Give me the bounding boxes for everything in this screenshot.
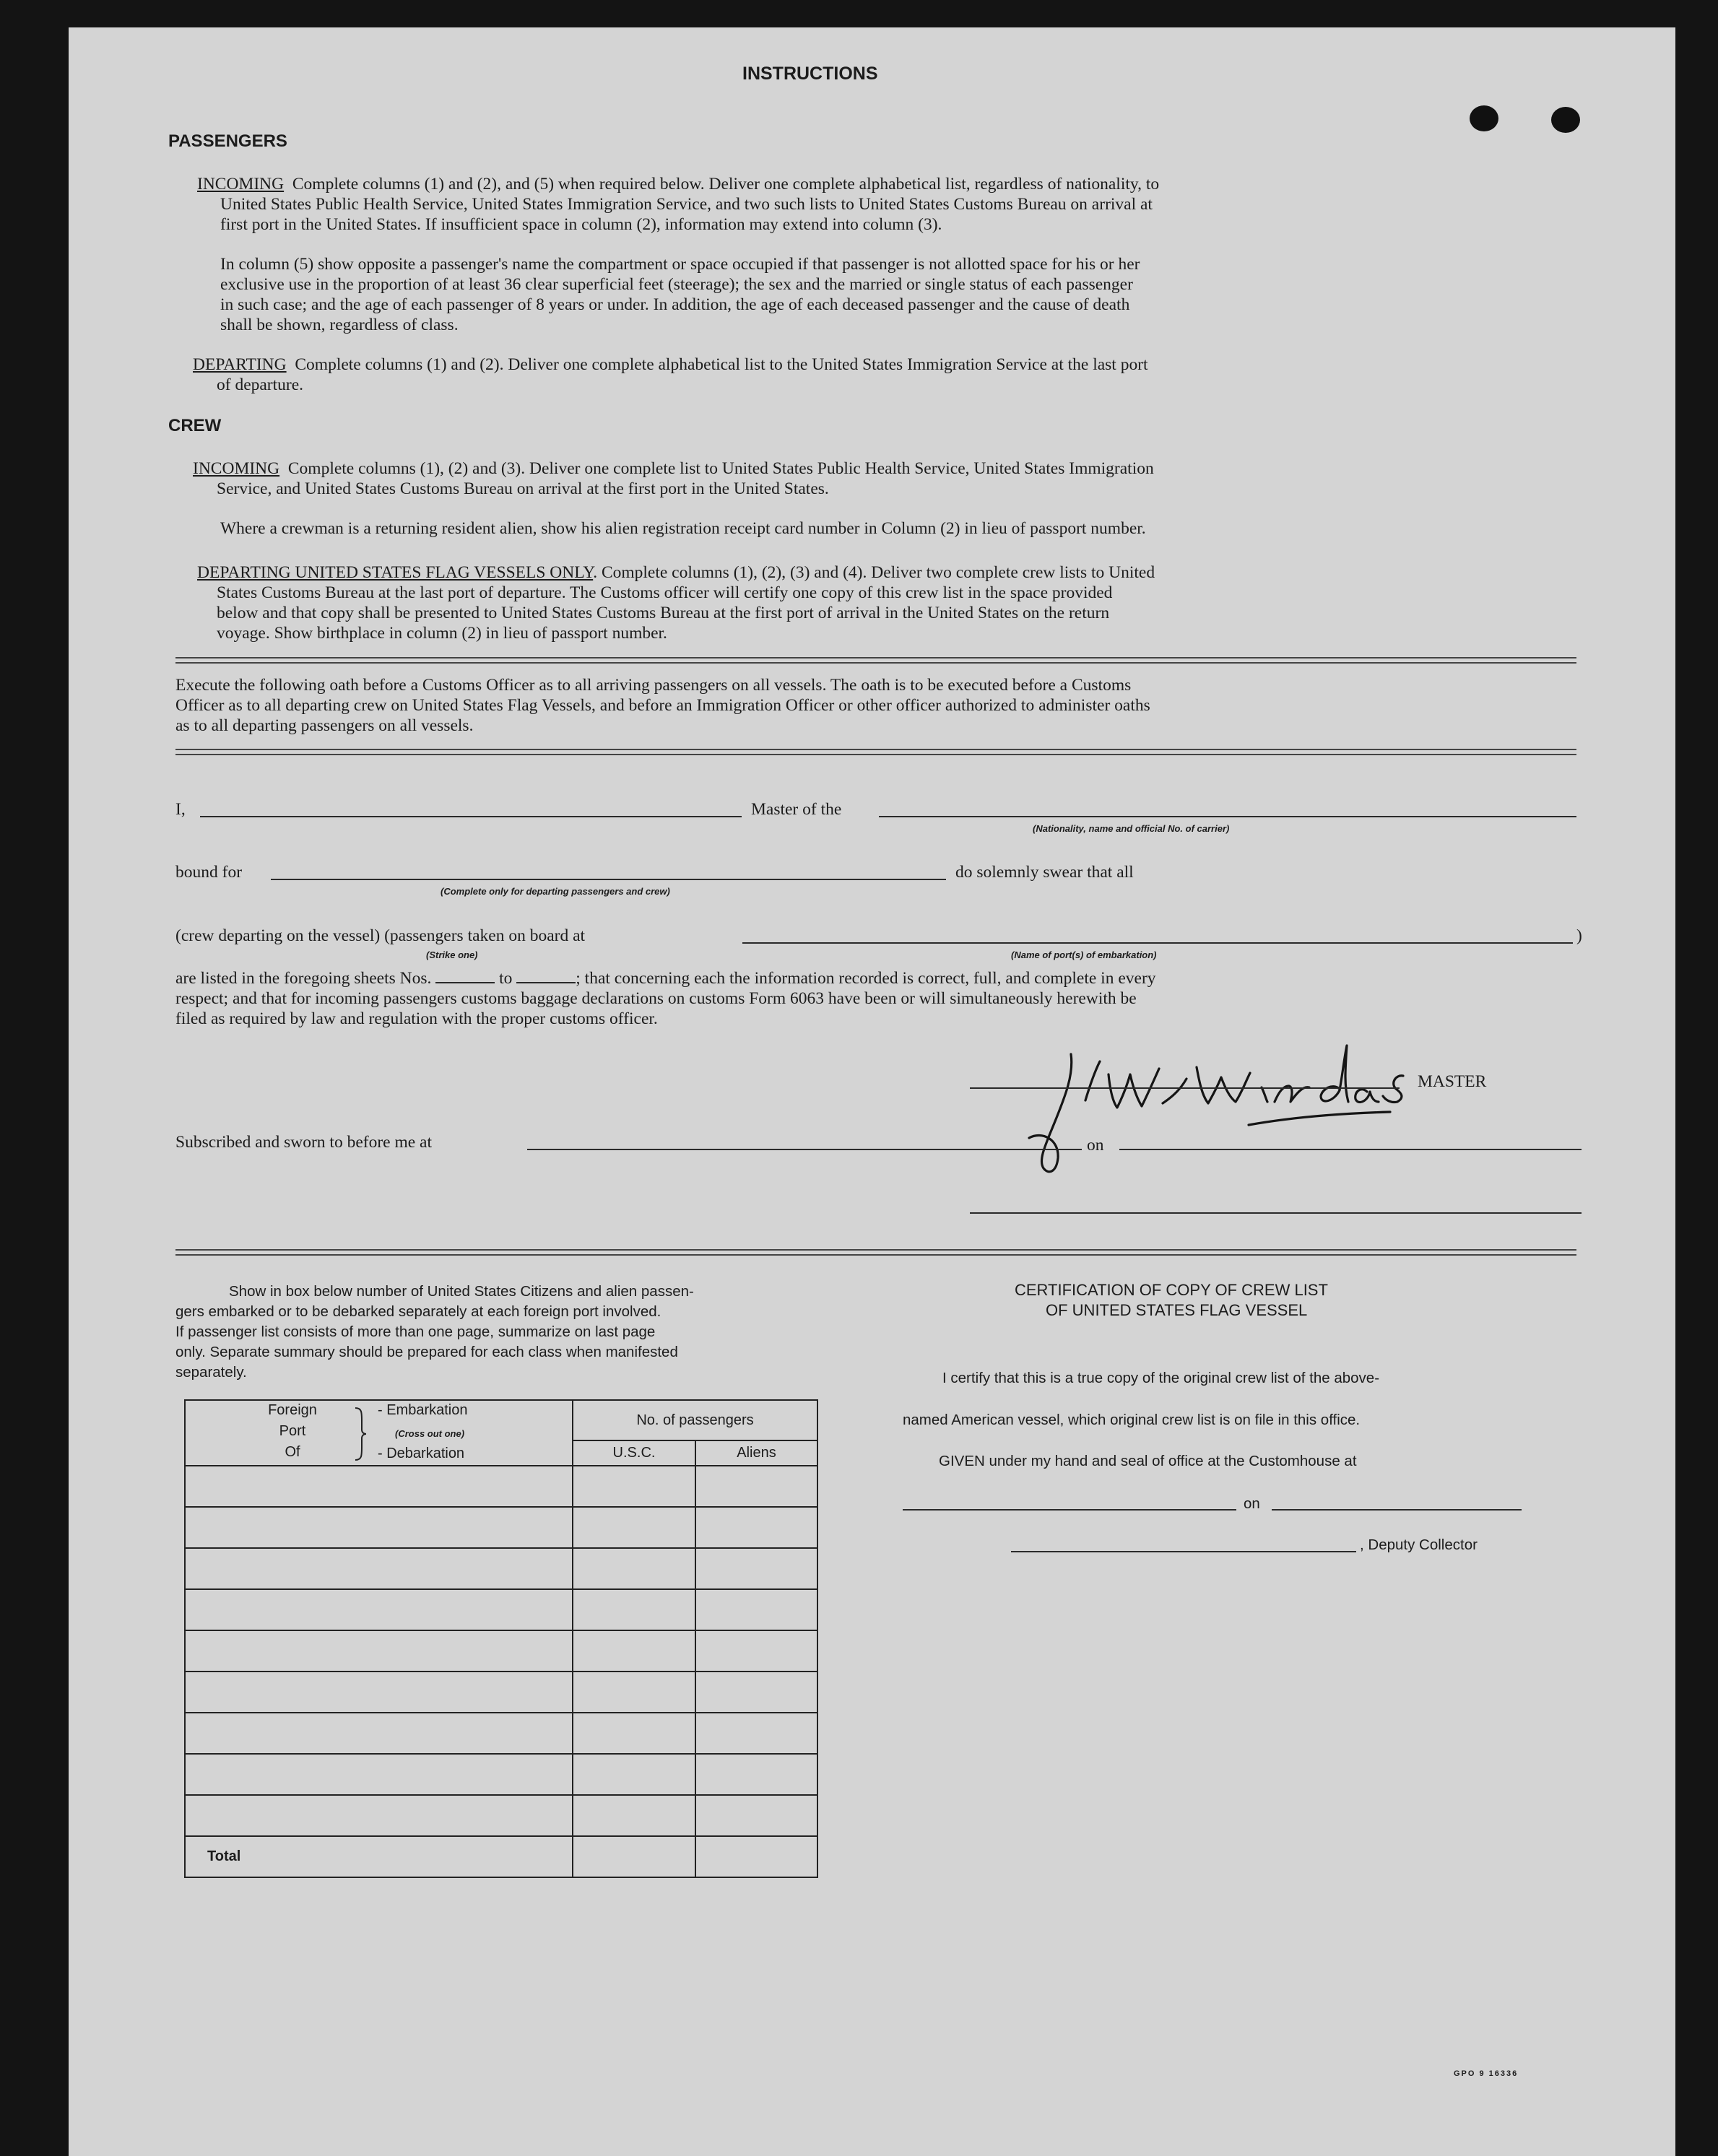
listed-line: are listed in the foregoing sheets Nos. to ; that concerning each the information recorded is correct, full, and complete in every xyxy=(175,969,1156,988)
summary-instruction-line: Show in box below number of United States Citizens and alien passen- xyxy=(229,1283,694,1300)
oath-i-label: I, xyxy=(175,800,186,819)
summary-instruction-line: If passenger list consists of more than one page, summarize on last page xyxy=(175,1323,656,1340)
port-cell[interactable] xyxy=(185,1795,573,1836)
aliens-cell[interactable] xyxy=(695,1754,817,1795)
aliens-cell[interactable] xyxy=(695,1713,817,1754)
ports-caption: (Name of port(s) of embarkation) xyxy=(1011,949,1157,960)
column5-line: shall be shown, regardless of class. xyxy=(220,316,459,334)
table-row xyxy=(185,1713,817,1754)
filed-line: filed as required by law and regulation with the proper customs officer. xyxy=(175,1009,658,1028)
crew-departing-label: (crew departing on the vessel) (passengers taken on board at xyxy=(175,926,586,945)
crew-departing-label: DEPARTING UNITED STATES FLAG VESSELS ONLY xyxy=(197,563,594,582)
usc-cell[interactable] xyxy=(573,1507,695,1548)
column5-line: in such case; and the age of each passenger of 8 years or under. In addition, the age of each deceased passenger and the cause of death xyxy=(220,295,1130,314)
master-name-line[interactable] xyxy=(200,816,742,817)
crew-incoming-line: Service, and United States Customs Bureau on arrival at the first port in the United States. xyxy=(217,479,829,498)
master-of-the-label: Master of the xyxy=(751,800,842,819)
certification-title: OF UNITED STATES FLAG VESSEL xyxy=(1046,1301,1308,1319)
crew-incoming-label: INCOMING xyxy=(193,459,280,478)
page-title: INSTRUCTIONS xyxy=(742,64,878,84)
master-signature xyxy=(1000,1017,1470,1190)
usc-cell[interactable] xyxy=(573,1630,695,1672)
oath-instruction-line: Officer as to all departing crew on United States Flag Vessels, and before an Immigration Officer or other officer authorized to administer oaths xyxy=(175,696,1150,715)
strike-caption: (Strike one) xyxy=(426,949,478,960)
punch-hole xyxy=(1470,105,1498,131)
column5-line: In column (5) show opposite a passenger's name the compartment or space occupied if that passenger is not allotted space for his or her xyxy=(220,255,1140,274)
crew-departing-line: below and that copy shall be presented to United States Customs Bureau at the first port of arrival in the United States on the return xyxy=(217,604,1110,622)
table-row xyxy=(185,1672,817,1713)
crew-incoming-line: INCOMING Complete columns (1), (2) and (3). Deliver one complete list to United States Public Health Service, United States Immigration xyxy=(193,459,1154,478)
port-cell[interactable] xyxy=(185,1507,573,1548)
respect-line: respect; and that for incoming passengers customs baggage declarations on customs Form 6063 have been or will simultaneously herewith be xyxy=(175,989,1137,1008)
port-cell[interactable] xyxy=(185,1630,573,1672)
cross-out-caption: (Cross out one) xyxy=(395,1428,465,1439)
destination-line[interactable] xyxy=(271,879,946,880)
sworn-location-line[interactable] xyxy=(527,1149,1082,1150)
aliens-cell[interactable] xyxy=(695,1672,817,1713)
aliens-cell[interactable] xyxy=(695,1795,817,1836)
certification-line: named American vessel, which original crew list is on file in this office. xyxy=(903,1412,1361,1428)
gpo-code: GPO 9 16336 xyxy=(1454,2069,1519,2078)
port-cell[interactable] xyxy=(185,1713,573,1754)
aliens-cell[interactable] xyxy=(695,1507,817,1548)
port-col-label: Foreign xyxy=(268,1402,317,1418)
table-row xyxy=(185,1548,817,1589)
table-row xyxy=(185,1466,817,1507)
table-row xyxy=(185,1795,817,1836)
passengers-departing-line: of departure. xyxy=(217,375,304,394)
sheet-to-field[interactable] xyxy=(516,982,576,983)
column5-line: exclusive use in the proportion of at least 36 clear superficial feet (steerage); the sex and the married or single status of each passenger xyxy=(220,275,1133,294)
port-col-label: Port xyxy=(279,1423,306,1439)
passengers-departing-line: DEPARTING Complete columns (1) and (2). Deliver one complete alphabetical list to the United States Immigration Service at the last port xyxy=(193,355,1148,374)
crew-departing-line: States Customs Bureau at the last port of departure. The Customs officer will certify one copy of this crew list in the space provided xyxy=(217,583,1113,602)
brace-icon xyxy=(353,1407,368,1461)
usc-cell[interactable] xyxy=(573,1754,695,1795)
total-label: Total xyxy=(185,1836,573,1877)
usc-cell[interactable] xyxy=(573,1672,695,1713)
carrier-caption: (Nationality, name and official No. of carrier) xyxy=(1033,823,1230,834)
usc-cell[interactable] xyxy=(573,1795,695,1836)
usc-header: U.S.C. xyxy=(573,1440,695,1466)
punch-hole xyxy=(1551,107,1580,133)
oath-instruction-line: as to all departing passengers on all vessels. xyxy=(175,716,474,735)
document-page xyxy=(69,27,1675,2156)
certification-line: GIVEN under my hand and seal of office at the Customhouse at xyxy=(939,1453,1357,1469)
master-label: MASTER xyxy=(1418,1072,1487,1091)
debarkation-label: - Debarkation xyxy=(378,1446,465,1461)
swear-label: do solemnly swear that all xyxy=(955,863,1134,882)
customhouse-line[interactable] xyxy=(903,1509,1236,1510)
passengers-incoming-line: first port in the United States. If insufficient space in column (2), information may extend into column (3). xyxy=(220,215,942,234)
divider xyxy=(175,749,1576,755)
passenger-summary-table xyxy=(184,1399,818,1878)
no-passengers-header: No. of passengers xyxy=(573,1400,817,1440)
officer-signature-line[interactable] xyxy=(970,1212,1582,1214)
passengers-incoming-line: INCOMING Complete columns (1) and (2), and (5) when required below. Deliver one complete alphabetical list, regardless of nationality, to xyxy=(197,175,1160,194)
total-row xyxy=(185,1836,817,1877)
usc-cell[interactable] xyxy=(573,1589,695,1630)
port-cell[interactable] xyxy=(185,1466,573,1507)
crew-departing-line: DEPARTING UNITED STATES FLAG VESSELS ONLY. Complete columns (1), (2), (3) and (4). Deliver two complete crew lists to United xyxy=(197,563,1155,582)
port-col-label: Of xyxy=(285,1444,300,1460)
port-cell[interactable] xyxy=(185,1754,573,1795)
aliens-cell[interactable] xyxy=(695,1548,817,1589)
carrier-line[interactable] xyxy=(879,816,1576,817)
aliens-cell[interactable] xyxy=(695,1466,817,1507)
passengers-incoming-label: INCOMING xyxy=(197,175,285,194)
summary-instruction-line: gers embarked or to be debarked separately at each foreign port involved. xyxy=(175,1303,661,1320)
embarkation-label: - Embarkation xyxy=(378,1402,468,1418)
passengers-heading: PASSENGERS xyxy=(168,131,287,151)
port-cell[interactable] xyxy=(185,1589,573,1630)
usc-cell[interactable] xyxy=(573,1548,695,1589)
divider xyxy=(175,657,1576,664)
close-paren: ) xyxy=(1576,926,1582,945)
table-row xyxy=(185,1589,817,1630)
passengers-incoming-line: United States Public Health Service, United States Immigration Service, and two such lists to United States Customs Bureau on arrival at xyxy=(220,195,1153,214)
aliens-header: Aliens xyxy=(695,1440,817,1466)
master-signature-line[interactable] xyxy=(970,1087,1400,1089)
aliens-cell[interactable] xyxy=(695,1630,817,1672)
embarkation-ports-line[interactable] xyxy=(742,942,1573,944)
port-cell[interactable] xyxy=(185,1672,573,1713)
summary-instruction-line: only. Separate summary should be prepared for each class when manifested xyxy=(175,1344,678,1360)
table-row xyxy=(185,1507,817,1548)
crew-departing-line: voyage. Show birthplace in column (2) in lieu of passport number. xyxy=(217,624,667,643)
table-row xyxy=(185,1630,817,1672)
deputy-collector-line[interactable] xyxy=(1011,1551,1356,1552)
port-header-cell xyxy=(185,1400,573,1466)
divider xyxy=(175,1249,1576,1256)
aliens-cell[interactable] xyxy=(695,1589,817,1630)
certification-date-line[interactable] xyxy=(1272,1509,1522,1510)
usc-cell[interactable] xyxy=(573,1466,695,1507)
bound-for-label: bound for xyxy=(175,863,243,882)
bound-caption: (Complete only for departing passengers and crew) xyxy=(441,886,670,897)
sheet-from-field[interactable] xyxy=(435,982,495,983)
port-cell[interactable] xyxy=(185,1548,573,1589)
passengers-departing-label: DEPARTING xyxy=(193,355,287,374)
subscribed-label: Subscribed and sworn to before me at xyxy=(175,1133,433,1152)
usc-cell[interactable] xyxy=(573,1713,695,1754)
aliens-total-cell[interactable] xyxy=(695,1836,817,1877)
deputy-collector-label: , Deputy Collector xyxy=(1360,1536,1478,1553)
certification-title: CERTIFICATION OF COPY OF CREW LIST xyxy=(1015,1281,1328,1299)
certification-line: I certify that this is a true copy of the original crew list of the above- xyxy=(942,1370,1380,1386)
summary-instruction-line: separately. xyxy=(175,1364,247,1381)
crew-resident-line: Where a crewman is a returning resident alien, show his alien registration receipt card number in Column (2) in lieu of passport number. xyxy=(220,519,1146,538)
certification-on-label: on xyxy=(1244,1495,1260,1512)
usc-total-cell[interactable] xyxy=(573,1836,695,1877)
sworn-date-line[interactable] xyxy=(1119,1149,1582,1150)
table-row xyxy=(185,1754,817,1795)
on-label: on xyxy=(1087,1136,1104,1155)
oath-instruction-line: Execute the following oath before a Customs Officer as to all arriving passengers on all vessels. The oath is to be executed before a Customs xyxy=(175,676,1132,695)
crew-heading: CREW xyxy=(168,416,222,435)
